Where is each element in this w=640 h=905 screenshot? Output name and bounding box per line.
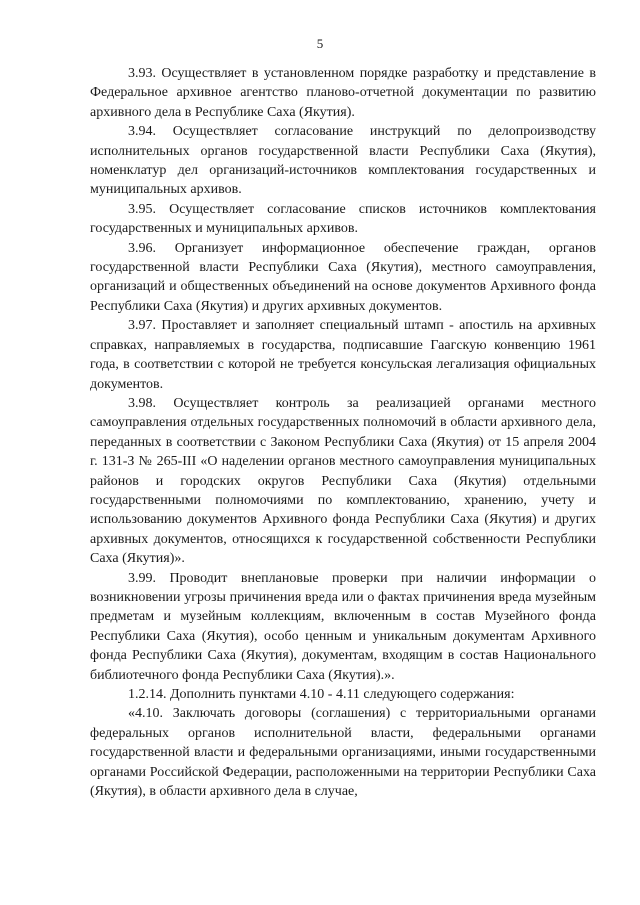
paragraph-1-2-14: 1.2.14. Дополнить пунктами 4.10 - 4.11 следующего содержания:: [128, 687, 515, 702]
page-number: 5: [316, 36, 324, 51]
paragraph-3-98: 3.98. Осуществляет контроль за реализацией органами местного самоуправления отдельных государственных полномочий в области архивного дела, переданных в соответствии с Законом Республики Саха (Якутия) от 15 апреля 2004 г. 131-З № 265-III «О наделении органов местного самоуправления муниципальных районов и городских округов Республики Саха (Якутия) отдельными государственными полномочиями по комплектованию, хранению, учету и использованию документов Архивного фонда Республики Саха (Якутия) и других архивных документов, относящихся к государственной собственности Республики Саха (Якутия)».: [90, 395, 596, 567]
paragraph-3-96: 3.96. Организует информационное обеспечение граждан, органов государственной власти Республики Саха (Якутия), местного самоуправления, организаций и общественных объединений на основе документов Архивного фонда Республики Саха (Якутия) и других архивных документов.: [90, 240, 596, 314]
paragraph-4-10: «4.10. Заключать договоры (соглашения) с территориальными органами федеральных органов исполнительной власти, федеральными органами государственной власти и федеральными организациями, иными государственными органами Российской Федерации, расположенными на территории Республики Саха (Якутия), в области архивного дела в случае,: [90, 706, 596, 800]
paragraph-3-95: 3.95. Осуществляет согласование списков источников комплектования государственных и муниципальных архивов.: [90, 201, 596, 237]
paragraph-3-94: 3.94. Осуществляет согласование инструкций по делопроизводству исполнительных органов государственной власти Республики Саха (Якутия), номенклатур дел организаций-источников комплектования государственных и муниципальных архивов.: [90, 124, 596, 198]
paragraph-3-99: 3.99. Проводит внеплановые проверки при наличии информации о возникновении угрозы причинения вреда или о фактах причинения вреда музейным предметам и музейным коллекциям, включенным в состав Музейного фонда Республики Саха (Якутия), особо ценным и уникальным документам Архивного фонда Республики Саха (Якутия), документам, входящим в состав Национального библиотечного фонда Республики Саха (Якутия).».: [90, 570, 596, 683]
paragraph-3-93: 3.93. Осуществляет в установленном порядке разработку и представление в Федеральное архивное агентство планово-отчетной документации по развитию архивного дела в Республике Саха (Якутия).: [90, 66, 596, 120]
document-body: [90, 64, 596, 801]
paragraph-3-97: 3.97. Проставляет и заполняет специальный штамп - апостиль на архивных справках, направляемых в государства, подписавшие Гаагскую конвенцию 1961 года, в соответствии с которой не требуется консульская легализация официальных документов.: [90, 318, 596, 392]
